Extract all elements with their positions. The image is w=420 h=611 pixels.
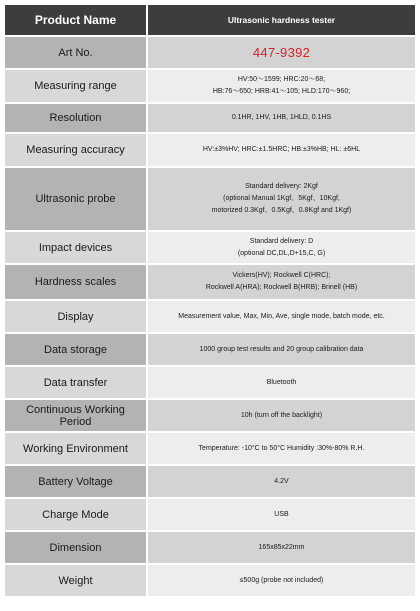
spec-label: Hardness scales xyxy=(5,265,146,299)
spec-value xyxy=(148,168,415,230)
spec-value xyxy=(148,232,415,263)
spec-value xyxy=(148,565,415,596)
spec-row-impact-devices xyxy=(5,232,415,263)
spec-label: Art No. xyxy=(5,37,146,68)
spec-value-line: 10h (turn off the backlight) xyxy=(240,411,323,419)
spec-value-line: Temperature: -10°C to 50°C Humidity :30%-80% R.H. xyxy=(198,444,365,452)
spec-value-line: 0.1HR, 1HV, 1HB, 1HLD, 0.1HS xyxy=(231,114,332,121)
spec-row-resolution xyxy=(5,104,415,132)
table-header-row xyxy=(5,5,415,35)
spec-row-data-transfer xyxy=(5,367,415,398)
spec-label: Data storage xyxy=(5,334,146,365)
spec-row-measuring-accuracy xyxy=(5,134,415,166)
spec-label: Resolution xyxy=(5,104,146,132)
spec-label: Measuring accuracy xyxy=(5,134,146,166)
spec-value xyxy=(148,367,415,398)
spec-value xyxy=(148,265,415,299)
spec-label: Charge Mode xyxy=(5,499,146,530)
spec-label: Working Environment xyxy=(5,433,146,464)
spec-value xyxy=(148,334,415,365)
spec-label: Ultrasonic probe xyxy=(5,168,146,230)
spec-row-charge-mode xyxy=(5,499,415,530)
spec-label: Continuous Working Period xyxy=(5,400,146,431)
spec-label: Battery Voltage xyxy=(5,466,146,497)
art-number: 447-9392 xyxy=(252,44,311,60)
spec-value-line: (optional Manual 1Kgf、5Kgf、10Kgf, xyxy=(223,195,340,202)
spec-row-measuring-range xyxy=(5,70,415,102)
spec-label: Weight xyxy=(5,565,146,596)
spec-value-line: 4.2V xyxy=(274,477,289,485)
spec-row-data-storage xyxy=(5,334,415,365)
spec-value xyxy=(148,37,415,68)
spec-value-line: ≤500g (probe not included) xyxy=(239,576,324,584)
header-name-cell: Product Name xyxy=(5,5,146,35)
spec-value-line: Rockwell A(HRA); Rockwell B(HRB); Brinell (HB) xyxy=(205,284,358,291)
spec-value xyxy=(148,70,415,102)
spec-row-dimension xyxy=(5,532,415,563)
spec-value-line: Vickers(HV); Rockwell C(HRC); xyxy=(232,272,331,279)
spec-value xyxy=(148,301,415,332)
spec-sheet xyxy=(3,3,417,598)
spec-value-line: Standard delivery: 2Kgf xyxy=(245,183,318,190)
spec-label: Impact devices xyxy=(5,232,146,263)
spec-row-continuous-working-period xyxy=(5,400,415,431)
spec-value-line: 165x85x22mm xyxy=(258,543,305,551)
spec-value-line: motorized 0.3Kgf、0.5Kgf、0.8Kgf and 1Kgf) xyxy=(211,207,352,214)
spec-row-working-environment xyxy=(5,433,415,464)
spec-value xyxy=(148,499,415,530)
spec-row-battery-voltage xyxy=(5,466,415,497)
spec-value xyxy=(148,532,415,563)
spec-value xyxy=(148,400,415,431)
spec-value-line: Standard delivery: D xyxy=(249,237,314,245)
spec-value-line: HV:50～1599; HRC:20～68; xyxy=(237,76,326,83)
spec-value-line: Bluetooth xyxy=(266,378,297,386)
spec-value-line: 1000 group test results and 20 group calibration data xyxy=(199,345,364,353)
spec-row-hardness-scales xyxy=(5,265,415,299)
spec-value-line: HV:±3%HV; HRC:±1.5HRC; HB:±3%HB; HL: ±6HL xyxy=(202,146,361,153)
spec-row-weight xyxy=(5,565,415,596)
spec-row-ultrasonic-probe xyxy=(5,168,415,230)
header-value-cell: Ultrasonic hardness tester xyxy=(148,5,415,35)
spec-label: Data transfer xyxy=(5,367,146,398)
spec-table xyxy=(3,3,417,598)
spec-row-art-no xyxy=(5,37,415,68)
spec-value xyxy=(148,433,415,464)
spec-value-line: HB:76～650; HRB:41～105; HLD:170～960; xyxy=(212,88,351,95)
spec-value xyxy=(148,104,415,132)
spec-label: Dimension xyxy=(5,532,146,563)
spec-value xyxy=(148,134,415,166)
spec-label: Measuring range xyxy=(5,70,146,102)
spec-value-line: (optional DC,DL,D+15,C, G) xyxy=(237,249,326,257)
spec-value-line: Measurement value, Max, Min, Ave, single mode, batch mode, etc. xyxy=(178,312,385,320)
spec-row-display xyxy=(5,301,415,332)
spec-value-line: USB xyxy=(274,510,289,518)
spec-value xyxy=(148,466,415,497)
spec-label: Display xyxy=(5,301,146,332)
